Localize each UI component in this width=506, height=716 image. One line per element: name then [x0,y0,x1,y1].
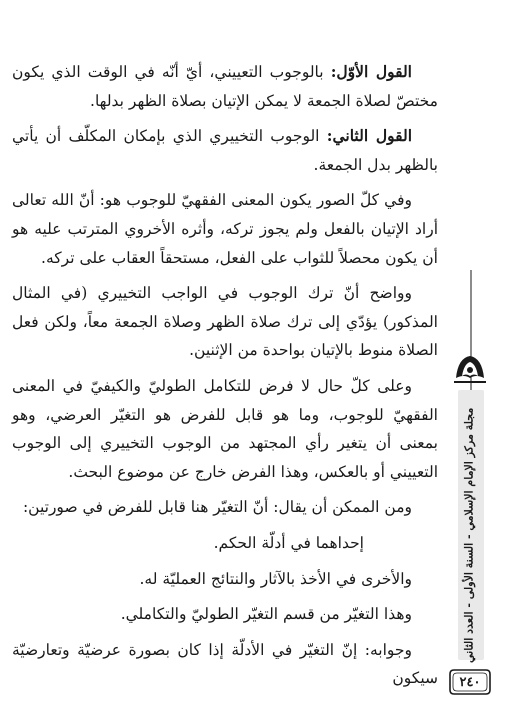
second-opinion-label: القول الثاني: [326,126,412,146]
page-number-badge [448,668,492,696]
first-opinion-text: بالوجوب التعييني، أيّ أنّه في الوقت الذي يكون مختصّ لصلاة الجمعة لا يمكن الإتيان بصلاة الظهر بدلها. [12,63,438,110]
paragraph-two-forms: ومن الممكن أن يقال: أنّ التغيّر هنا قابل للفرض في صورتين: [22,498,412,517]
running-title: مجلة مركز الإمام الإسلامي - السنة الأولى - العدد الثاني [462,407,476,663]
second-opinion-text: الوجوب التخييري الذي بإمكان المكلّف أن يأتي بالظهر بدل الجمعة. [12,127,438,174]
paragraph-first-form: إحداهما في أدلّة الحكم. [213,533,364,552]
paragraph-longitudinal: وهذا التغيّر من قسم التغيّر الطوليّ والتكاملي. [120,605,412,624]
paragraph-second-form: والأخرى في الأخذ بالآثار والنتائج العمليّة له. [139,569,412,588]
first-opinion-label: القول الأوّل: [330,62,412,81]
paragraph-second-opinion [12,122,438,179]
paragraph-answer: وجوابه: إنّ التغيّر في الأدلّة إذا كان بصورة عرضيّة وتعارضيّة سيكون [12,640,438,688]
paragraph-first-opinion [12,58,438,115]
journal-logo-icon [452,348,488,388]
paragraph-optional-duty: وواضح أنّ ترك الوجوب في الواجب التخييري (في المثال المذكور) يؤدّي إلى ترك صلاة الظهر وصلاة الجمعة معاً، ولكن فعل الصلاة منوط بالإتيان بواحدة من الإثنين. [12,284,438,360]
paragraph-development: وعلى كلّ حال لا فرض للتكامل الطوليّ والكيفيّ في المعنى الفقهيّ للوجوب، وما هو قابل للفرض هو التغيّر العرضي، وهو بمعنى أن يتغير رأي المجتهد من الوجوب التخييري إلى الوجوب التعييني أو بالعكس، وهذا الفرض خارج عن موضوع البحث. [12,376,438,481]
paragraph-juristic-meaning: وفي كلّ الصور يكون المعنى الفقهيّ للوجوب هو: أنّ الله تعالى أراد الإتيان بالفعل ولم يجوز تركه، وأثره الأخروي المترتب عليه هو أن يكون محصلاً للثواب على الفعل، مستحقاً العقاب على تركه. [12,191,438,267]
page-body [12,58,438,700]
page-number: ٢٤٠ [459,674,481,690]
